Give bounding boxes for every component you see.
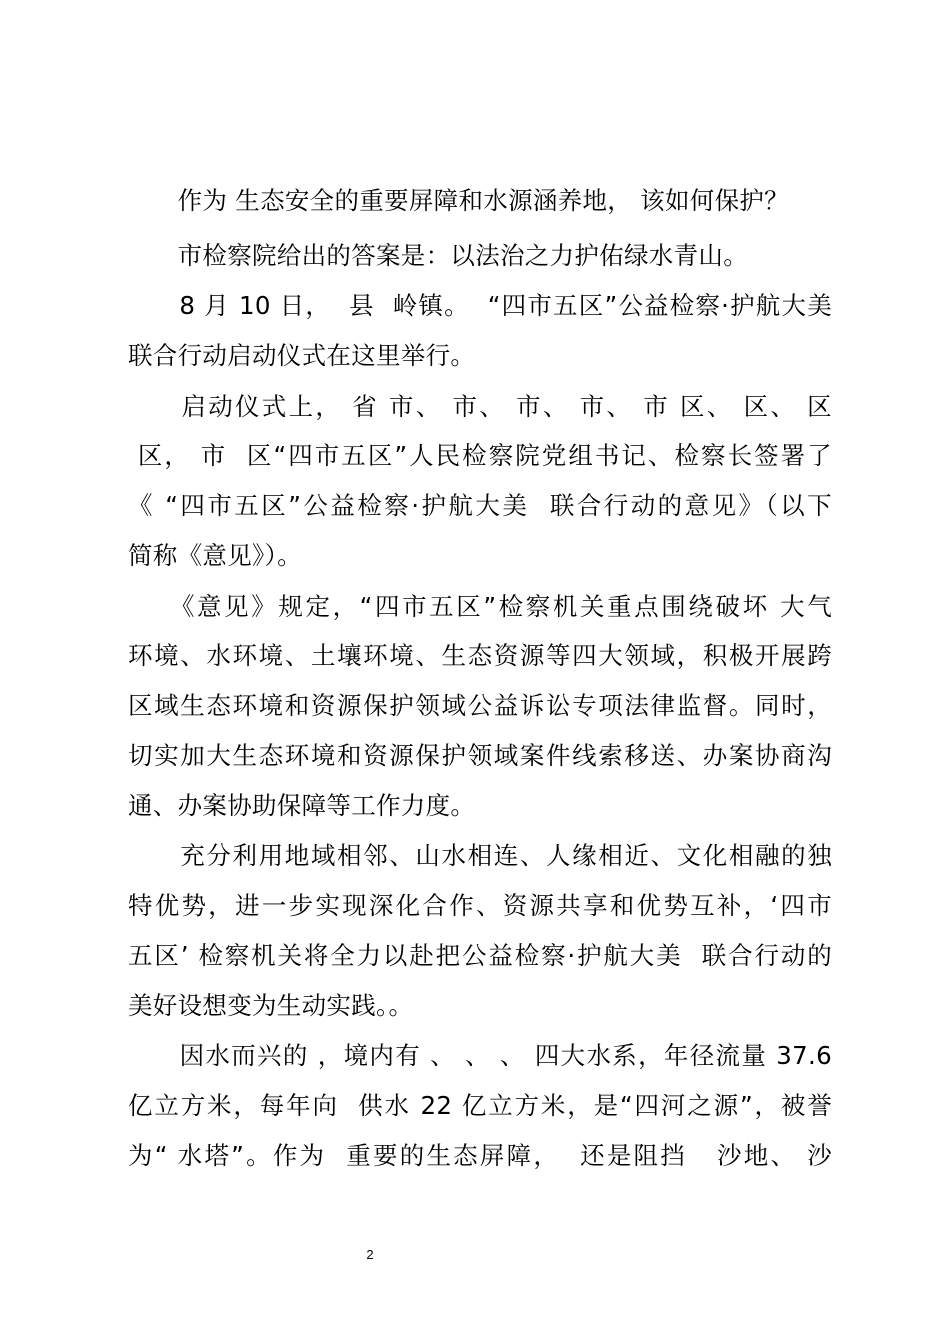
text-line: 启动仪式上， 省 市、 市、 市、 市、 市 区、 区、 区 bbox=[128, 392, 832, 421]
text-line: 五区’ 检察机关将全力以赴把公益检察·护航大美 联合行动的 bbox=[128, 941, 832, 970]
text-line: 联合行动启动仪式在这里举行。 bbox=[128, 341, 476, 370]
text-line: 作为 生态安全的重要屏障和水源涵养地， 该如何保护？ bbox=[128, 186, 789, 215]
text-line: 8 月 10 日， 县 岭镇。 “四市五区”公益检察·护航大美 bbox=[128, 291, 832, 320]
text-line: 通、办案协助保障等工作力度。 bbox=[128, 791, 476, 820]
text-line: 切实加大生态环境和资源保护领域案件线索移送、办案协商沟 bbox=[128, 741, 832, 770]
text-line: 《意见》规定，“四市五区”检察机关重点围绕破坏 大气 bbox=[128, 592, 832, 621]
text-line: 亿立方米，每年向 供水 22 亿立方米，是“四河之源”，被誉 bbox=[128, 1091, 832, 1120]
text-line: 市检察院给出的答案是：以法治之力护佑绿水青山。 bbox=[128, 241, 748, 270]
text-line: 《 “四市五区”公益检察·护航大美 联合行动的意见》（以下 bbox=[128, 491, 832, 520]
text-line: 美好设想变为生动实践。。 bbox=[128, 991, 414, 1020]
page-number: 2 bbox=[366, 1247, 374, 1262]
text-line: 简称《意见》）。 bbox=[128, 541, 302, 570]
text-line: 为“ 水塔”。作为 重要的生态屏障， 还是阻挡 沙地、 沙 bbox=[128, 1141, 832, 1170]
text-line: 因水而兴的 ，境内有 、 、 、 四大水系，年径流量 37.6 bbox=[128, 1041, 832, 1070]
text-line: 充分利用地域相邻、山水相连、人缘相近、文化相融的独 bbox=[128, 841, 832, 870]
text-line: 区域生态环境和资源保护领域公益诉讼专项法律监督。同时， bbox=[128, 691, 832, 720]
text-line: 区， 市 区“四市五区”人民检察院党组书记、检察长签署了 bbox=[128, 441, 832, 470]
text-line: 特优势，进一步实现深化合作、资源共享和优势互补，‘四市 bbox=[128, 891, 832, 920]
text-line: 环境、水环境、土壤环境、生态资源等四大领域，积极开展跨 bbox=[128, 641, 832, 670]
